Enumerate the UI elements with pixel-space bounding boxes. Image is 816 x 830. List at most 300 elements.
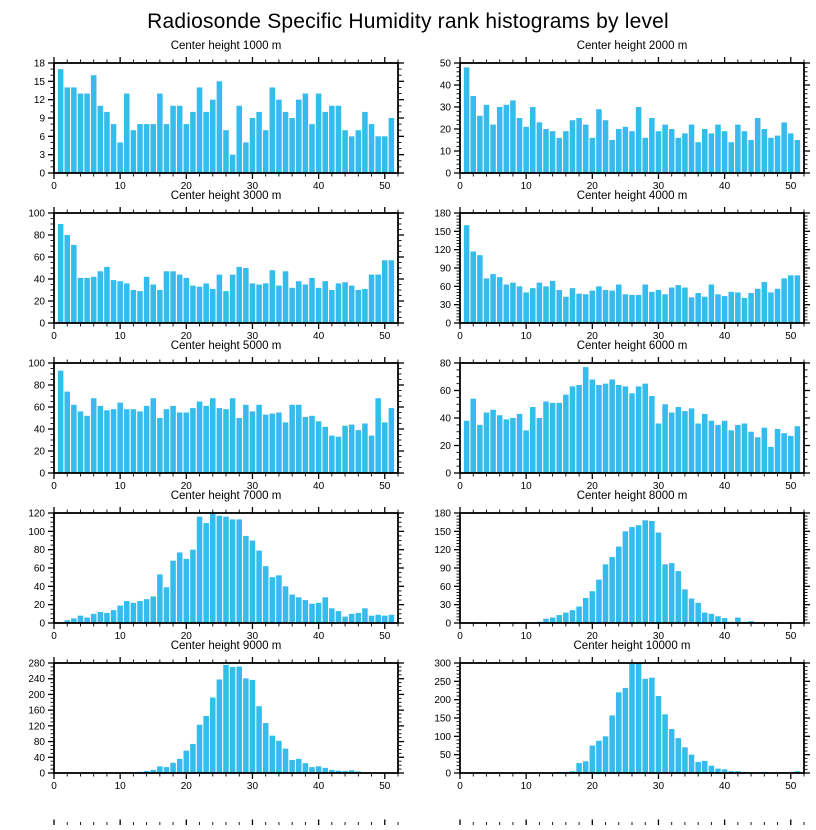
histogram-bar: [490, 125, 496, 173]
histogram-bar: [336, 283, 342, 323]
histogram-bar: [669, 129, 675, 173]
histogram-bar: [695, 293, 701, 323]
histogram-bar: [356, 613, 362, 623]
histogram-bar: [616, 129, 622, 173]
histogram-bar: [369, 124, 375, 173]
histogram-bar: [98, 106, 104, 173]
tick-label: 20: [440, 125, 452, 136]
tick-label: 0: [39, 469, 45, 480]
panel-center-height-8000-m: [414, 488, 814, 640]
histogram-bar: [768, 292, 774, 323]
histogram-bar: [144, 406, 150, 473]
histogram-bar: [217, 275, 223, 323]
clipped-ticks-svg: [414, 813, 814, 825]
histogram-bar: [497, 107, 503, 173]
histogram-bar: [309, 416, 315, 473]
histogram-bar: [131, 130, 137, 173]
histogram-bar: [755, 118, 761, 173]
histogram-bar: [583, 125, 589, 173]
tick-label: 40: [719, 631, 731, 639]
histogram-bar: [131, 603, 137, 623]
histogram-bar: [530, 107, 536, 173]
panel-center-height-5000-m: [8, 338, 408, 490]
histogram-bar: [184, 559, 190, 623]
histogram-bar: [642, 138, 648, 173]
histogram-bar: [616, 285, 622, 324]
histogram-svg: [8, 505, 408, 639]
histogram-bar: [556, 403, 562, 473]
histogram-bar: [263, 566, 269, 623]
histogram-bar: [609, 140, 615, 173]
histogram-bar: [583, 367, 589, 473]
histogram-bar: [629, 527, 635, 623]
histogram-bar: [276, 100, 282, 173]
histogram-bar: [296, 597, 302, 623]
histogram-bar: [203, 523, 209, 623]
histogram-bar: [322, 281, 328, 323]
histogram-bar: [623, 294, 629, 323]
histogram-bar: [184, 124, 190, 173]
panel-title: Center height 5000 m: [44, 338, 408, 355]
page-title: Radiosonde Specific Humidity rank histograms by level: [0, 10, 816, 34]
histogram-bar: [596, 109, 602, 173]
histogram-bar: [256, 405, 262, 473]
histogram-bar: [349, 614, 355, 623]
tick-label: 20: [181, 331, 193, 339]
histogram-bar: [616, 385, 622, 473]
histogram-bar: [210, 289, 216, 323]
histogram-bar: [329, 290, 335, 323]
histogram-bar: [104, 267, 110, 323]
histogram-bar: [649, 292, 655, 323]
histogram-bar: [629, 295, 635, 323]
histogram-bar: [583, 294, 589, 323]
tick-label: 50: [440, 750, 452, 761]
histogram-bar: [164, 124, 170, 173]
tick-label: 20: [181, 481, 193, 489]
histogram-bar: [497, 277, 503, 323]
histogram-bar: [470, 252, 476, 324]
histogram-bar: [788, 275, 794, 323]
histogram-bar: [217, 81, 223, 173]
histogram-bar: [170, 561, 176, 623]
histogram-bar: [616, 547, 622, 623]
tick-label: 50: [785, 631, 797, 639]
panel-title: Center height 1000 m: [44, 38, 408, 55]
histogram-bar: [236, 519, 242, 623]
histogram-bar: [543, 129, 549, 173]
histogram-bar: [464, 421, 470, 473]
tick-label: 0: [445, 469, 451, 480]
histogram-bar: [124, 601, 130, 623]
histogram-bar: [590, 591, 596, 623]
histogram-bar: [289, 288, 295, 323]
tick-label: 20: [587, 481, 599, 489]
histogram-svg: [8, 55, 408, 189]
panel-center-height-2000-m: [414, 38, 814, 190]
histogram-bar: [104, 112, 110, 173]
histogram-bar: [768, 138, 774, 173]
histogram-bar: [356, 430, 362, 473]
tick-label: 10: [115, 331, 127, 339]
histogram-bar: [382, 260, 388, 323]
histogram-bar: [636, 107, 642, 173]
histogram-bar: [210, 100, 216, 173]
histogram-bar: [289, 118, 295, 173]
histogram-bar: [263, 130, 269, 173]
histogram-bar: [702, 613, 708, 623]
histogram-svg: [414, 355, 814, 489]
histogram-bar: [715, 616, 721, 623]
tick-label: 0: [39, 319, 45, 330]
tick-label: 50: [440, 59, 452, 70]
tick-label: 180: [434, 209, 451, 220]
tick-label: 50: [785, 331, 797, 339]
histogram-bar: [470, 399, 476, 473]
tick-label: 0: [39, 169, 45, 180]
histogram-bar: [197, 402, 203, 474]
histogram-bar: [309, 278, 315, 323]
tick-label: 30: [653, 781, 665, 789]
histogram-bar: [362, 608, 368, 623]
histogram-bar: [236, 667, 242, 773]
histogram-bar: [322, 597, 328, 623]
tick-label: 0: [457, 331, 463, 339]
tick-label: 40: [440, 81, 452, 92]
histogram-bar: [728, 430, 734, 473]
histogram-bar: [256, 285, 262, 324]
histogram-bar: [596, 580, 602, 623]
histogram-bar: [170, 406, 176, 473]
histogram-bar: [484, 413, 490, 474]
histogram-bar: [523, 127, 529, 173]
histogram-bar: [649, 521, 655, 623]
histogram-bar: [504, 105, 510, 173]
histogram-bar: [111, 610, 117, 623]
histogram-bar: [523, 430, 529, 473]
histogram-bar: [210, 698, 216, 773]
histogram-bar: [510, 418, 516, 473]
histogram-bar: [71, 405, 77, 473]
histogram-bar: [735, 125, 741, 173]
histogram-bar: [362, 112, 368, 173]
histogram-bar: [709, 421, 715, 473]
tick-label: 40: [313, 181, 325, 189]
tick-label: 12: [34, 95, 46, 106]
histogram-bar: [682, 411, 688, 473]
histogram-bar: [484, 105, 490, 173]
histogram-bar: [270, 414, 276, 473]
tick-label: 10: [115, 781, 127, 789]
histogram-bar: [369, 275, 375, 323]
histogram-bar: [682, 133, 688, 173]
tick-label: 40: [313, 631, 325, 639]
histogram-bar: [576, 385, 582, 473]
histogram-bar: [78, 94, 84, 173]
histogram-bar: [223, 517, 229, 623]
tick-label: 80: [34, 381, 46, 392]
tick-label: 30: [440, 300, 452, 311]
tick-label: 50: [379, 481, 391, 489]
tick-label: 50: [379, 331, 391, 339]
tick-label: 40: [313, 481, 325, 489]
histogram-bar: [157, 290, 163, 323]
histogram-bar: [649, 118, 655, 173]
histogram-bar: [276, 741, 282, 773]
panel-center-height-7000-m: [8, 488, 408, 640]
histogram-bar: [303, 94, 309, 173]
histogram-bar: [322, 112, 328, 173]
histogram-bar: [124, 409, 130, 473]
panel-center-height-6000-m: [414, 338, 814, 490]
histogram-bar: [669, 288, 675, 323]
histogram-bar: [748, 432, 754, 473]
histogram-bar: [184, 751, 190, 773]
histogram-bar: [270, 270, 276, 323]
histogram-bar: [256, 551, 262, 623]
histogram-bar: [609, 291, 615, 323]
histogram-bar: [256, 706, 262, 773]
tick-label: 120: [434, 245, 451, 256]
tick-label: 10: [115, 481, 127, 489]
histogram-bar: [504, 419, 510, 473]
histogram-bar: [276, 413, 282, 474]
histogram-bar: [709, 285, 715, 324]
histogram-bar: [164, 587, 170, 623]
histogram-bar: [788, 133, 794, 173]
histogram-bar: [570, 386, 576, 473]
tick-label: 120: [28, 721, 45, 732]
histogram-bar: [71, 87, 77, 173]
histogram-bar: [329, 436, 335, 473]
histogram-bar: [676, 138, 682, 173]
histogram-bar: [596, 286, 602, 323]
histogram-bar: [517, 118, 523, 173]
histogram-bar: [735, 292, 741, 323]
histogram-bar: [369, 616, 375, 623]
tick-label: 30: [440, 600, 452, 611]
clipped-ticks-svg: [8, 813, 408, 825]
tick-label: 10: [521, 481, 533, 489]
histogram-bar: [735, 425, 741, 473]
histogram-bar: [781, 433, 787, 473]
histogram-bar: [590, 291, 596, 323]
histogram-bar: [623, 127, 629, 173]
histogram-bar: [689, 125, 695, 173]
histogram-bar: [636, 525, 642, 623]
histogram-bar: [477, 255, 483, 323]
histogram-bar: [58, 224, 64, 323]
histogram-bar: [728, 292, 734, 323]
tick-label: 0: [51, 481, 57, 489]
histogram-bar: [556, 138, 562, 173]
histogram-bar: [537, 283, 543, 323]
tick-label: 30: [247, 481, 259, 489]
tick-label: 0: [39, 769, 45, 780]
histogram-bar: [309, 604, 315, 623]
histogram-bar: [676, 738, 682, 773]
histogram-bar: [316, 603, 322, 623]
histogram-bar: [543, 286, 549, 323]
histogram-bar: [256, 112, 262, 173]
tick-label: 40: [719, 781, 731, 789]
histogram-bar: [150, 124, 156, 173]
histogram-bar: [111, 280, 117, 323]
tick-label: 180: [434, 509, 451, 520]
histogram-bar: [157, 766, 163, 773]
histogram-bar: [177, 413, 183, 474]
histogram-bar: [316, 288, 322, 323]
histogram-bar: [662, 294, 668, 323]
histogram-bar: [609, 380, 615, 474]
tick-label: 240: [28, 674, 45, 685]
histogram-bar: [71, 245, 77, 323]
histogram-bar: [702, 297, 708, 323]
histogram-bar: [349, 425, 355, 473]
histogram-bar: [629, 664, 635, 773]
histogram-bar: [236, 106, 242, 173]
histogram-bar: [362, 424, 368, 474]
histogram-bar: [117, 281, 123, 323]
tick-label: 10: [521, 781, 533, 789]
histogram-bar: [283, 271, 289, 323]
histogram-bar: [64, 392, 70, 473]
tick-label: 20: [34, 297, 46, 308]
histogram-bar: [164, 271, 170, 323]
histogram-bar: [289, 405, 295, 473]
histogram-bar: [389, 118, 395, 173]
tick-label: 50: [379, 631, 391, 639]
histogram-bar: [642, 520, 648, 623]
histogram-bar: [742, 424, 748, 474]
histogram-bar: [389, 615, 395, 623]
histogram-bar: [276, 286, 282, 323]
tick-label: 40: [719, 481, 731, 489]
histogram-bar: [157, 418, 163, 473]
histogram-bar: [755, 289, 761, 323]
histogram-bar: [243, 142, 249, 173]
histogram-bar: [84, 416, 90, 473]
tick-label: 10: [521, 631, 533, 639]
histogram-bar: [250, 541, 256, 624]
histogram-bar: [296, 100, 302, 173]
tick-label: 30: [247, 331, 259, 339]
tick-label: 20: [181, 781, 193, 789]
histogram-bar: [570, 120, 576, 173]
histogram-bar: [682, 288, 688, 323]
histogram-bar: [236, 418, 242, 473]
tick-label: 100: [434, 732, 451, 743]
histogram-bar: [656, 424, 662, 474]
tick-label: 40: [719, 331, 731, 339]
histogram-bar: [543, 402, 549, 474]
histogram-bar: [78, 278, 84, 323]
panel-center-height-1000-m: [8, 38, 408, 190]
histogram-bar: [243, 678, 249, 773]
histogram-bar: [656, 290, 662, 323]
histogram-bar: [210, 514, 216, 623]
histogram-bar: [497, 415, 503, 473]
histogram-bar: [510, 283, 516, 323]
tick-label: 150: [434, 714, 451, 725]
histogram-bar: [58, 69, 64, 173]
histogram-bar: [250, 118, 256, 173]
histogram-bar: [137, 601, 143, 623]
tick-label: 120: [434, 545, 451, 556]
tick-label: 50: [785, 781, 797, 789]
histogram-bar: [490, 274, 496, 323]
histogram-bar: [695, 603, 701, 623]
histogram-bar: [563, 297, 569, 323]
histogram-bar: [223, 130, 229, 173]
histogram-bar: [656, 696, 662, 773]
tick-label: 40: [34, 753, 46, 764]
histogram-bar: [263, 283, 269, 323]
tick-label: 10: [115, 631, 127, 639]
histogram-bar: [722, 131, 728, 173]
histogram-bar: [477, 116, 483, 173]
histogram-bar: [689, 599, 695, 623]
tick-label: 100: [28, 527, 45, 538]
histogram-bar: [676, 571, 682, 623]
tick-label: 80: [34, 231, 46, 242]
tick-label: 80: [34, 545, 46, 556]
histogram-bar: [748, 293, 754, 323]
tick-label: 20: [181, 631, 193, 639]
histogram-bar: [150, 285, 156, 324]
tick-label: 9: [39, 114, 45, 125]
histogram-bar: [270, 577, 276, 623]
histogram-bar: [563, 613, 569, 623]
histogram-bar: [689, 755, 695, 773]
tick-label: 20: [181, 181, 193, 189]
tick-label: 100: [28, 359, 45, 370]
histogram-bar: [98, 271, 104, 323]
tick-label: 30: [247, 781, 259, 789]
tick-label: 0: [39, 619, 45, 630]
histogram-svg: [8, 205, 408, 339]
tick-label: 15: [34, 77, 46, 88]
histogram-bar: [603, 384, 609, 473]
histogram-bar: [623, 386, 629, 473]
histogram-bar: [303, 417, 309, 473]
histogram-bar: [722, 421, 728, 473]
histogram-bar: [669, 729, 675, 773]
histogram-bar: [616, 692, 622, 773]
histogram-svg: [414, 505, 814, 639]
tick-label: 50: [379, 781, 391, 789]
histogram-bar: [296, 405, 302, 473]
histogram-bar: [144, 599, 150, 623]
tick-label: 0: [445, 619, 451, 630]
tick-label: 40: [34, 425, 46, 436]
panel-title: Center height 9000 m: [44, 638, 408, 655]
tick-label: 90: [440, 264, 452, 275]
histogram-bar: [170, 763, 176, 773]
histogram-bar: [98, 612, 104, 623]
histogram-bar: [250, 283, 256, 323]
histogram-bar: [609, 557, 615, 623]
histogram-bar: [603, 290, 609, 323]
tick-label: 50: [379, 181, 391, 189]
tick-label: 150: [434, 227, 451, 238]
tick-label: 20: [440, 441, 452, 452]
tick-label: 30: [247, 181, 259, 189]
histogram-bar: [375, 136, 381, 173]
histogram-bar: [662, 125, 668, 173]
histogram-bar: [583, 761, 589, 773]
histogram-bar: [517, 414, 523, 473]
